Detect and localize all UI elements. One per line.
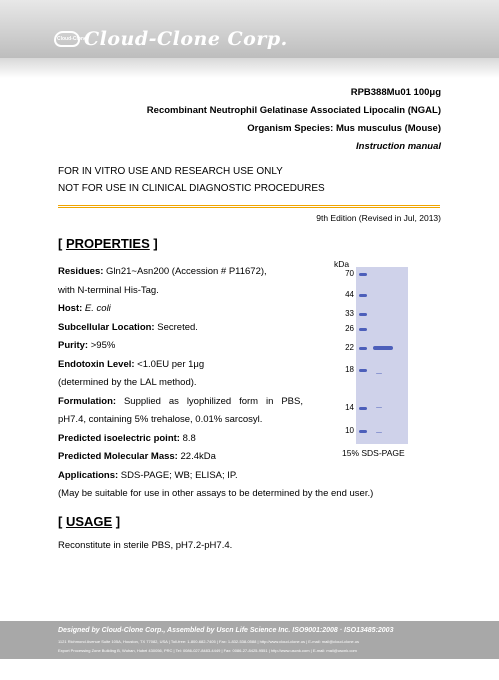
mw-row	[58, 448, 303, 467]
usage-heading	[58, 514, 120, 529]
notice-line-2: NOT FOR USE IN CLINICAL DIAGNOSTIC PROCEDURES	[58, 183, 325, 194]
marker-band	[359, 328, 367, 331]
company-logo	[54, 31, 87, 47]
logo-text: Cloud-Clone	[57, 36, 87, 42]
marker-band	[359, 407, 367, 410]
formulation-cont: pH7.4, containing 5% trehalose, 0.01% sarcosyl.	[58, 414, 263, 425]
pi-row	[58, 430, 303, 449]
marker-label: 22	[345, 343, 354, 352]
footer-address-cn: Export Processing Zone Building B, Wuhan, Hubei 430056, PRC | Tel: 0086-027-8483-4449 | Fax: 0086-27-8425-9551 | http://www.uscnk.com | E-mail: mail@uscnk.com	[58, 648, 357, 653]
edition-note: 9th Edition (Revised in Jul, 2013)	[316, 213, 441, 223]
marker-label: 26	[345, 324, 354, 333]
properties-title: PROPERTIES	[65, 236, 150, 251]
marker-band	[359, 313, 367, 316]
divider-line-2	[58, 207, 440, 208]
formulation-word: as	[168, 395, 179, 407]
marker-label: 14	[345, 403, 354, 412]
usage-text: Reconstitute in sterile PBS, pH7.2-pH7.4.	[58, 540, 233, 551]
organism-species: Organism Species: Mus musculus (Mouse)	[247, 123, 441, 134]
document-type: Instruction manual	[356, 141, 441, 152]
footer-address-us: 1121 Richmond Avenue Suite 105A, Houston, TX 77082, USA | Toll-free: 1-800-682-7405 | Fax: 1-832-538-0588 | http://www.cloud-clone.us | E-mail: mail@cloud-clone.us	[58, 639, 359, 644]
marker-band	[359, 294, 367, 297]
formulation-word: PBS,	[281, 395, 303, 407]
formulation-label: Formulation:	[58, 395, 117, 407]
location-value: Secreted.	[154, 321, 198, 333]
residues-value: Gln21~Asn200 (Accession # P11672),	[103, 266, 267, 277]
applications-row	[58, 467, 303, 486]
bracket-open: [	[58, 236, 66, 251]
sds-page-gel	[356, 267, 408, 444]
gel-unit: kDa	[334, 259, 350, 269]
faint-band	[376, 373, 382, 374]
suitability-note: (May be suitable for use in other assays to be determined by the end user.)	[58, 488, 374, 499]
purity-value: >95%	[88, 340, 116, 351]
formulation-word: in	[266, 395, 274, 407]
pi-label: Predicted isoelectric point:	[58, 432, 180, 444]
marker-label: 18	[345, 365, 354, 374]
formulation-word: form	[239, 395, 259, 407]
notice-line-1: FOR IN VITRO USE AND RESEARCH USE ONLY	[58, 166, 283, 177]
host-row	[58, 300, 303, 319]
properties-list	[58, 263, 303, 485]
faint-band	[376, 407, 382, 408]
purity-row	[58, 337, 303, 356]
bracket-open: [	[58, 514, 66, 529]
footer	[0, 621, 499, 659]
product-header	[147, 84, 441, 156]
usage-title: USAGE	[65, 514, 113, 529]
marker-label: 10	[345, 426, 354, 435]
product-code: RPB388Mu01 100μg	[350, 87, 441, 98]
location-row	[58, 319, 303, 338]
formulation-word: lyophilized	[186, 395, 232, 407]
residues-label: Residues:	[58, 266, 104, 277]
bracket-close: ]	[149, 236, 158, 251]
footer-designer: Designed by Cloud-Clone Corp., Assembled by Uscn Life Science Inc. ISO9001:2008 · ISO13485:2003	[58, 627, 394, 634]
marker-band	[359, 369, 367, 372]
applications-value: SDS-PAGE; WB; ELISA; IP.	[118, 469, 238, 481]
mw-label: Predicted Molecular Mass:	[58, 451, 178, 462]
marker-label: 70	[345, 269, 354, 278]
formulation-word: Supplied	[123, 395, 161, 407]
endotoxin-row	[58, 356, 303, 375]
residues-cont: with N-terminal His-Tag.	[58, 284, 159, 296]
endotoxin-label: Endotoxin Level:	[58, 358, 135, 370]
marker-label: 44	[345, 290, 354, 299]
marker-label: 33	[345, 309, 354, 318]
product-name: Recombinant Neutrophil Gelatinase Associated Lipocalin (NGAL)	[146, 105, 441, 116]
pi-value: 8.8	[179, 432, 196, 444]
applications-label: Applications:	[58, 469, 119, 481]
marker-band	[359, 347, 367, 350]
host-value: E. coli	[84, 303, 111, 314]
usage-notice	[58, 163, 325, 197]
host-label: Host:	[58, 303, 83, 314]
protein-band	[373, 346, 393, 350]
gel-marker-labels	[332, 266, 354, 446]
marker-band	[359, 273, 367, 276]
header-fade	[0, 58, 499, 78]
endotoxin-cont: (determined by the LAL method).	[58, 377, 197, 388]
faint-band	[376, 432, 382, 433]
residues-row	[58, 263, 303, 282]
endotoxin-value: <1.0EU per 1μg	[134, 358, 205, 370]
divider-line	[58, 205, 440, 206]
marker-band	[359, 430, 367, 433]
gel-caption: 15% SDS-PAGE	[342, 448, 405, 458]
properties-heading	[58, 236, 158, 251]
company-name: Cloud-Clone Corp.	[84, 28, 288, 50]
location-label: Subcellular Location:	[58, 321, 155, 333]
formulation-row	[58, 393, 303, 412]
mw-value: 22.4kDa	[177, 451, 216, 462]
purity-label: Purity:	[58, 340, 89, 351]
bracket-close: ]	[112, 514, 121, 529]
